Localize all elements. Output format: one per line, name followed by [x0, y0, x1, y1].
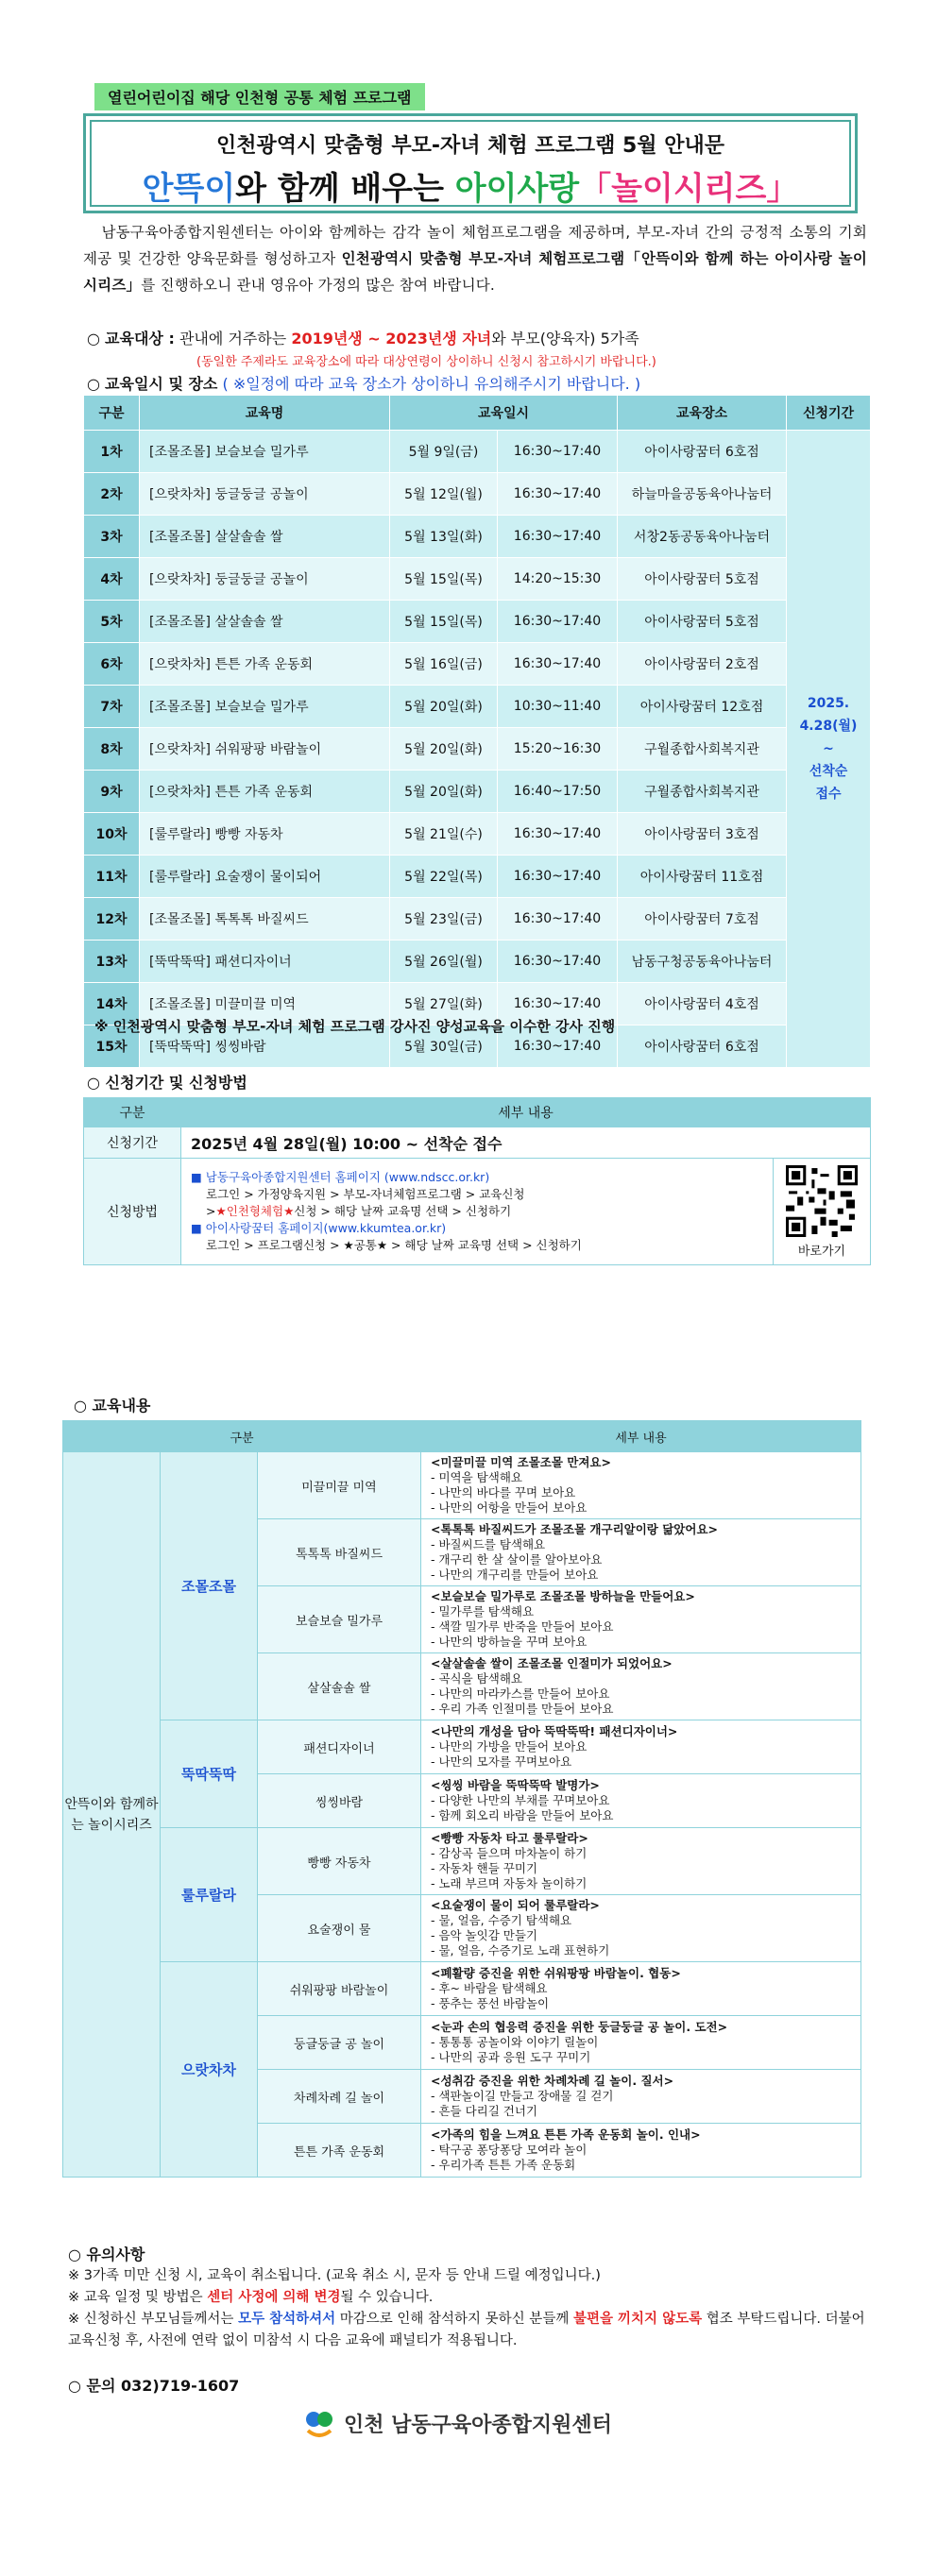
schedule-row — [84, 643, 871, 686]
session-date: 5월 16일(금) — [390, 643, 498, 686]
category-label: 룰루랄라 — [161, 1828, 258, 1962]
schedule-note: ( ※일정에 따라 교육 장소가 상이하니 유의해주시기 바랍니다. ) — [222, 375, 641, 393]
session-name: [조몰조몰] 보슬보슬 밀가루 — [140, 686, 390, 728]
session-time: 16:30~17:40 — [498, 983, 618, 1025]
qr-label[interactable]: 바로가기 — [797, 1244, 846, 1259]
session-time: 16:30~17:40 — [498, 1025, 618, 1068]
session-date: 5월 20일(화) — [390, 686, 498, 728]
series-label: 안뜩이와 함께하는 놀이시리즈 — [63, 1452, 161, 2178]
session-name: [조몰조몰] 톡톡톡 바질씨드 — [140, 898, 390, 941]
session-name: [조몰조몰] 미끌미끌 미역 — [140, 983, 390, 1025]
program-name: 요술쟁이 물 — [258, 1895, 421, 1962]
session-time: 16:30~17:40 — [498, 898, 618, 941]
session-no: 5차 — [84, 601, 140, 643]
program-detail — [421, 1720, 861, 1774]
page-subtitle — [92, 162, 849, 209]
program-name: 튼튼 가족 운동회 — [258, 2124, 421, 2178]
schedule-row — [84, 813, 871, 856]
notes-title: 유의사항 — [86, 2246, 145, 2263]
session-time: 16:30~17:40 — [498, 601, 618, 643]
session-name: [뚝딱뚝딱] 씽씽바람 — [140, 1025, 390, 1068]
detail-heading: <나만의 개성을 담아 뚝딱뚝딱! 패션디자이너> — [431, 1724, 678, 1738]
target-line: ○ 교육대상 : 관내에 거주하는 2019년생 ~ 2023년생 자녀와 부모(양육자) 5가족 — [87, 330, 639, 347]
detail-line: - 흔들 다리길 건너기 — [431, 2104, 538, 2118]
session-no: 2차 — [84, 473, 140, 516]
detail-line: - 우리가족 튼튼 가족 운동회 — [431, 2158, 576, 2172]
detail-line: - 색깔 밀가루 반죽을 만들어 보아요 — [431, 1619, 614, 1634]
schedule-row — [84, 941, 871, 983]
note-1: ※ 3가족 미만 신청 시, 교육이 취소됩니다. (교육 취소 시, 문자 등 안내 드릴 예정입니다.) — [68, 2268, 601, 2283]
session-time: 16:40~17:50 — [498, 771, 618, 813]
col-header-apply: 신청기간 — [787, 396, 871, 431]
session-place: 구월종합사회복지관 — [618, 771, 787, 813]
edu-col-detail: 세부 내용 — [421, 1421, 861, 1452]
apply-period-line: 4.28(월) — [799, 719, 858, 734]
session-place: 아이사랑꿈터 12호점 — [618, 686, 787, 728]
detail-line: - 나만의 가방을 만들어 보아요 — [431, 1739, 588, 1754]
program-detail — [421, 1895, 861, 1962]
session-place: 서창2동공동육아나눔터 — [618, 516, 787, 558]
schedule-row — [84, 856, 871, 898]
schedule-row — [84, 686, 871, 728]
session-time: 16:30~17:40 — [498, 941, 618, 983]
detail-line: - 다양한 나만의 부채를 꾸며보아요 — [431, 1793, 610, 1807]
program-detail — [421, 1774, 861, 1828]
program-detail — [421, 1962, 861, 2016]
schedule-row — [84, 601, 871, 643]
detail-line: - 나만의 방하늘을 꾸며 보아요 — [431, 1635, 588, 1649]
detail-line: - 곡식을 탐색해요 — [431, 1671, 522, 1686]
target-pre: 관내에 거주하는 — [179, 330, 292, 347]
method-label: 신청방법 — [84, 1159, 181, 1265]
app-col-detail: 세부 내용 — [181, 1098, 871, 1127]
session-no: 6차 — [84, 643, 140, 686]
subtitle-green: 아이사랑 — [454, 170, 580, 208]
detail-line: - 나만의 개구리를 만들어 보아요 — [431, 1568, 599, 1582]
session-place: 아이사랑꿈터 2호점 — [618, 643, 787, 686]
session-place: 남동구청공동육아나눔터 — [618, 941, 787, 983]
schedule-footnote: ※ 인천광역시 맞춤형 부모-자녀 체험 프로그램 강사진 양성교육을 이수한 강사 진행 — [94, 1018, 616, 1035]
session-no: 14차 — [84, 983, 140, 1025]
footer-logo — [302, 2406, 612, 2440]
application-table — [83, 1097, 871, 1265]
detail-heading: <살살솔솔 쌀이 조몰조몰 인절미가 되었어요> — [431, 1656, 673, 1670]
session-name: [뚝딱뚝딱] 패션디자이너 — [140, 941, 390, 983]
detail-line: - 후~ 바람을 탐색해요 — [431, 1981, 548, 1995]
site1-path2-c: 신청 > 해당 날짜 교육명 선택 > 신청하기 — [294, 1204, 512, 1218]
detail-line: - 탁구공 퐁당퐁당 모여라 놀이 — [431, 2143, 588, 2157]
schedule-row — [84, 431, 871, 473]
intro-paragraph — [83, 219, 867, 298]
session-time: 16:30~17:40 — [498, 856, 618, 898]
session-no: 11차 — [84, 856, 140, 898]
detail-heading: <눈과 손의 협응력 증진을 위한 둥글둥글 공 놀이. 도전> — [431, 2020, 728, 2034]
detail-heading: <톡톡톡 바질씨드가 조몰조몰 개구리알이랑 닮았어요> — [431, 1522, 719, 1536]
program-name: 미끌미끌 미역 — [258, 1452, 421, 1519]
detail-heading: <폐활량 증진을 위한 쉬워팡팡 바람놀이. 협동> — [431, 1966, 681, 1980]
education-heading: ○ 교육내용 — [74, 1397, 151, 1415]
session-place: 아이사랑꿈터 11호점 — [618, 856, 787, 898]
session-date: 5월 26일(월) — [390, 941, 498, 983]
target-label: 교육대상 : — [105, 330, 175, 347]
education-row — [63, 1828, 861, 1895]
session-time: 16:30~17:40 — [498, 813, 618, 856]
detail-line: - 물, 얼음, 수증기로 노래 표현하기 — [431, 1943, 610, 1957]
detail-line: - 밀가루를 탐색해요 — [431, 1604, 535, 1618]
session-place: 아이사랑꿈터 7호점 — [618, 898, 787, 941]
session-time: 14:20~15:30 — [498, 558, 618, 601]
detail-heading: <씽씽 바람을 뚝딱뚝딱 발명가> — [431, 1778, 600, 1792]
detail-line: - 음악 놀잇감 만들기 — [431, 1928, 538, 1942]
session-place: 아이사랑꿈터 3호점 — [618, 813, 787, 856]
detail-line: - 우리 가족 인절미를 만들어 보아요 — [431, 1702, 614, 1716]
note-2: ※ 교육 일정 및 방법은 센터 사정에 의해 변경될 수 있습니다. — [68, 2290, 434, 2305]
education-table — [62, 1420, 861, 2178]
session-date: 5월 20일(화) — [390, 728, 498, 771]
site2-path: 로그인 > 프로그램신청 > ★공통★ > 해당 날짜 교육명 선택 > 신청하기 — [206, 1238, 582, 1252]
schedule-row — [84, 516, 871, 558]
session-time: 16:30~17:40 — [498, 516, 618, 558]
detail-line: - 나만의 모자를 꾸며보아요 — [431, 1754, 572, 1769]
detail-heading: <요술쟁이 물이 되어 룰루랄라> — [431, 1898, 600, 1912]
app-col-kind: 구분 — [84, 1098, 181, 1127]
detail-heading: <성취감 증진을 위한 차례차례 길 놀이. 질서> — [431, 2074, 674, 2088]
session-no: 4차 — [84, 558, 140, 601]
session-date: 5월 23일(금) — [390, 898, 498, 941]
session-time: 16:30~17:40 — [498, 643, 618, 686]
session-date: 5월 15일(목) — [390, 601, 498, 643]
session-time: 16:30~17:40 — [498, 473, 618, 516]
session-no: 15차 — [84, 1025, 140, 1068]
session-no: 12차 — [84, 898, 140, 941]
session-place: 아이사랑꿈터 6호점 — [618, 1025, 787, 1068]
col-header-no: 구분 — [84, 396, 140, 431]
target-note: (동일한 주제라도 교육장소에 따라 대상연령이 상이하니 신청시 참고하시기 바랍니다.) — [196, 355, 656, 369]
period-label: 신청기간 — [84, 1127, 181, 1159]
col-header-place: 교육장소 — [618, 396, 787, 431]
intro-bold: 인천광역시 맞춤형 부모-자녀 체험프로그램「안뜩이와 함께 하는 아이사랑 놀이시리즈」 — [83, 250, 868, 294]
session-name: [룰루랄라] 요술쟁이 물이되어 — [140, 856, 390, 898]
detail-line: - 나만의 공과 응원 도구 꾸미기 — [431, 2050, 591, 2064]
education-row — [63, 1720, 861, 1774]
session-time: 10:30~11:40 — [498, 686, 618, 728]
qr-code-icon[interactable] — [786, 1165, 858, 1237]
session-no: 3차 — [84, 516, 140, 558]
detail-heading: <보슬보슬 밀가루로 조몰조몰 방하늘을 만들어요> — [431, 1589, 695, 1603]
program-detail — [421, 2016, 861, 2070]
col-header-name: 교육명 — [140, 396, 390, 431]
session-no: 1차 — [84, 431, 140, 473]
contact: ○ 문의 032)719-1607 — [68, 2377, 240, 2395]
session-place: 아이사랑꿈터 4호점 — [618, 983, 787, 1025]
target-post: 와 부모(양육자) 5가족 — [491, 330, 639, 347]
detail-line: - 풍추는 풍선 바람놀이 — [431, 1996, 550, 2010]
session-name: [으랏차차] 쉬워팡팡 바람놀이 — [140, 728, 390, 771]
session-time: 16:30~17:40 — [498, 431, 618, 473]
intro-text-2: 를 진행하오니 관내 영유아 가정의 많은 참여 바랍니다. — [141, 277, 496, 294]
session-name: [조몰조몰] 살살솔솔 쌀 — [140, 601, 390, 643]
session-no: 13차 — [84, 941, 140, 983]
site2-link[interactable]: 아이사랑꿈터 홈페이지(www.kkumtea.or.kr) — [205, 1221, 447, 1235]
education-row — [63, 1962, 861, 2016]
footer-text: 인천 남동구육아종합지원센터 — [344, 2413, 612, 2437]
program-detail — [421, 1519, 861, 1586]
session-date: 5월 21일(수) — [390, 813, 498, 856]
program-name: 차례차례 길 놀이 — [258, 2070, 421, 2124]
session-name: [으랏차차] 둥글둥글 공놀이 — [140, 473, 390, 516]
education-title: 교육내용 — [92, 1397, 151, 1415]
detail-line: - 통통통 공놀이와 이야기 릴놀이 — [431, 2035, 599, 2049]
detail-line: - 바질씨드를 탐색해요 — [431, 1537, 546, 1551]
schedule-row — [84, 898, 871, 941]
site1-link[interactable]: 남동구육아종합지원센터 홈페이지 (www.ndscc.or.kr) — [205, 1170, 490, 1184]
site1-path2-b: ★인천형체험★ — [215, 1204, 295, 1218]
contact-phone: 문의 032)719-1607 — [86, 2377, 240, 2395]
schedule-label: 교육일시 및 장소 — [105, 375, 218, 393]
site1-path: 로그인 > 가정양육지원 > 부모-자녀체험프로그램 > 교육신청 — [206, 1187, 525, 1201]
top-tag: 열린어린이집 해당 인천형 공통 체험 프로그램 — [94, 83, 425, 110]
qr-cell — [774, 1159, 871, 1265]
apply-period-line: 2025. — [807, 696, 850, 711]
session-date: 5월 15일(목) — [390, 558, 498, 601]
program-name: 살살솔솔 쌀 — [258, 1653, 421, 1720]
session-date: 5월 30일(금) — [390, 1025, 498, 1068]
apply-period-line: 접수 — [815, 787, 842, 802]
session-name: [으랏차차] 둥글둥글 공놀이 — [140, 558, 390, 601]
program-name: 보슬보슬 밀가루 — [258, 1586, 421, 1653]
program-name: 빵빵 자동차 — [258, 1828, 421, 1895]
category-label: 으랏차차 — [161, 1962, 258, 2178]
session-no: 7차 — [84, 686, 140, 728]
program-name: 패션디자이너 — [258, 1720, 421, 1774]
detail-heading: <미끌미끌 미역 조몰조몰 만져요> — [431, 1455, 611, 1469]
session-place: 아이사랑꿈터 5호점 — [618, 601, 787, 643]
site1-path2-a: > — [206, 1204, 216, 1218]
session-date: 5월 9일(금) — [390, 431, 498, 473]
detail-line: - 물, 얼음, 수증기 탐색해요 — [431, 1913, 572, 1927]
program-detail — [421, 1586, 861, 1653]
page-title: 인천광역시 맞춤형 부모-자녀 체험 프로그램 5월 안내문 — [216, 134, 724, 158]
program-detail — [421, 1828, 861, 1895]
program-name: 씽씽바람 — [258, 1774, 421, 1828]
subtitle-series: 「놀이시리즈」 — [579, 170, 799, 208]
session-name: [룰루랄라] 빵빵 자동차 — [140, 813, 390, 856]
session-name: [으랏차차] 튼튼 가족 운동회 — [140, 771, 390, 813]
note-3: ※ 신청하신 부모님들께서는 모두 참석하셔서 마감으로 인해 참석하지 못하신 분들께 불편을 끼치지 않도록 협조 부탁드립니다. 더불어 교육신청 후, 사전에 연락 없이 미참석 시 다음 교육에 패널티가 적용됩니다. — [68, 2312, 865, 2348]
program-name: 톡톡톡 바질씨드 — [258, 1519, 421, 1586]
session-name: [으랏차차] 튼튼 가족 운동회 — [140, 643, 390, 686]
session-place: 하늘마을공동육아나눔터 — [618, 473, 787, 516]
center-logo-icon — [302, 2406, 336, 2440]
schedule-heading: ○ 교육일시 및 장소 ( ※일정에 따라 교육 장소가 상이하니 유의해주시기 바랍니다. ) — [87, 375, 641, 393]
target-years: 2019년생 ~ 2023년생 자녀 — [291, 330, 492, 347]
apply-period — [787, 431, 871, 1068]
schedule-row — [84, 558, 871, 601]
detail-line: - 나만의 어항을 만들어 보아요 — [431, 1500, 588, 1515]
session-name: [조몰조몰] 보슬보슬 밀가루 — [140, 431, 390, 473]
session-date: 5월 13일(화) — [390, 516, 498, 558]
col-header-date: 교육일시 — [390, 396, 618, 431]
period-value: 2025년 4월 28일(월) 10:00 ~ 선착순 접수 — [181, 1127, 871, 1159]
program-detail — [421, 2070, 861, 2124]
intro-text-1: 남동구육아종합지원센터는 아이와 함께하는 감각 놀이 체험프로그램을 제공하며, 부모-자녀 간의 긍정적 소통의 기회 제공 및 건강한 양육문화를 형성하고자 — [83, 224, 867, 267]
schedule-table — [83, 395, 871, 1068]
schedule-row — [84, 728, 871, 771]
detail-line: - 함께 회오리 바람을 만들어 보아요 — [431, 1808, 614, 1822]
schedule-row — [84, 473, 871, 516]
category-label: 조몰조몰 — [161, 1452, 258, 1720]
program-detail — [421, 1653, 861, 1720]
program-detail — [421, 1452, 861, 1519]
subtitle-brand: 안뜩이 — [142, 170, 236, 208]
detail-line: - 색판놀이길 만들고 장애물 길 걷기 — [431, 2089, 614, 2103]
category-label: 뚝딱뚝딱 — [161, 1720, 258, 1828]
session-place: 아이사랑꿈터 5호점 — [618, 558, 787, 601]
session-time: 15:20~16:30 — [498, 728, 618, 771]
session-date: 5월 12일(월) — [390, 473, 498, 516]
detail-line: - 노래 부르며 자동차 놀이하기 — [431, 1876, 588, 1890]
schedule-row — [84, 771, 871, 813]
session-name: [조몰조몰] 살살솔솔 쌀 — [140, 516, 390, 558]
detail-line: - 나만의 마라카스를 만들어 보아요 — [431, 1686, 610, 1701]
session-no: 8차 — [84, 728, 140, 771]
notes-section: ○ 유의사항 ※ 3가족 미만 신청 시, 교육이 취소됩니다. (교육 취소 시, 문자 등 안내 드릴 예정입니다.) ※ 교육 일정 및 방법은 센터 사정에 의해 변경될 수 있습니다. ※ 신청하신 부모님들께서는 모두 참석하셔서 마감으로 인해 참석하지 못하신 분들께 불편을 끼치지 않도록 협조 부탁드립니다. 더불어 교육신청 후, 사전에 연락 없이 미참석 시 다음 교육에 패널티가 적용됩니다. — [68, 2244, 871, 2352]
session-no: 9차 — [84, 771, 140, 813]
application-heading: ○ 신청기간 및 신청방법 — [87, 1074, 247, 1092]
detail-line: - 개구리 한 살 살이를 알아보아요 — [431, 1552, 603, 1567]
session-date: 5월 22일(목) — [390, 856, 498, 898]
title-box — [83, 113, 858, 213]
detail-heading: <가족의 힘을 느껴요 튼튼 가족 운동회 놀이. 인내> — [431, 2127, 701, 2142]
edu-col-kind: 구분 — [63, 1421, 421, 1452]
program-name: 둥글둥글 공 놀이 — [258, 2016, 421, 2070]
program-name: 쉬워팡팡 바람놀이 — [258, 1962, 421, 2016]
education-row — [63, 1452, 861, 1519]
apply-period-line: 선착순 — [809, 764, 848, 779]
method-detail: ■ 남동구육아종합지원센터 홈페이지 (www.ndscc.or.kr) 로그인 > 가정양육지원 > 부모-자녀체험프로그램 > 교육신청 >★인천형체험★신청 > 해당 날짜 교육명 선택 > 신청하기 ■ 아이사랑꿈터 홈페이지(www.kkumtea.or.kr) 로그인 > 프로그램신청 > ★공통★ > 해당 날짜 교육명 선택 > 신청하기 — [181, 1159, 774, 1265]
session-date: 5월 27일(화) — [390, 983, 498, 1025]
detail-line: - 미역을 탐색해요 — [431, 1470, 522, 1484]
program-detail — [421, 2124, 861, 2178]
apply-period-line: ~ — [823, 741, 834, 756]
detail-line: - 자동차 핸들 꾸미기 — [431, 1861, 538, 1875]
detail-line: - 감상곡 들으며 마차놀이 하기 — [431, 1846, 588, 1860]
session-place: 아이사랑꿈터 6호점 — [618, 431, 787, 473]
session-no: 10차 — [84, 813, 140, 856]
detail-line: - 나만의 바다를 꾸며 보아요 — [431, 1485, 576, 1500]
application-title: 신청기간 및 신청방법 — [105, 1074, 247, 1092]
subtitle-middle: 와 함께 배우는 — [235, 170, 455, 208]
session-date: 5월 20일(화) — [390, 771, 498, 813]
detail-heading: <빵빵 자동차 타고 룰루랄라> — [431, 1831, 588, 1845]
session-place: 구월종합사회복지관 — [618, 728, 787, 771]
